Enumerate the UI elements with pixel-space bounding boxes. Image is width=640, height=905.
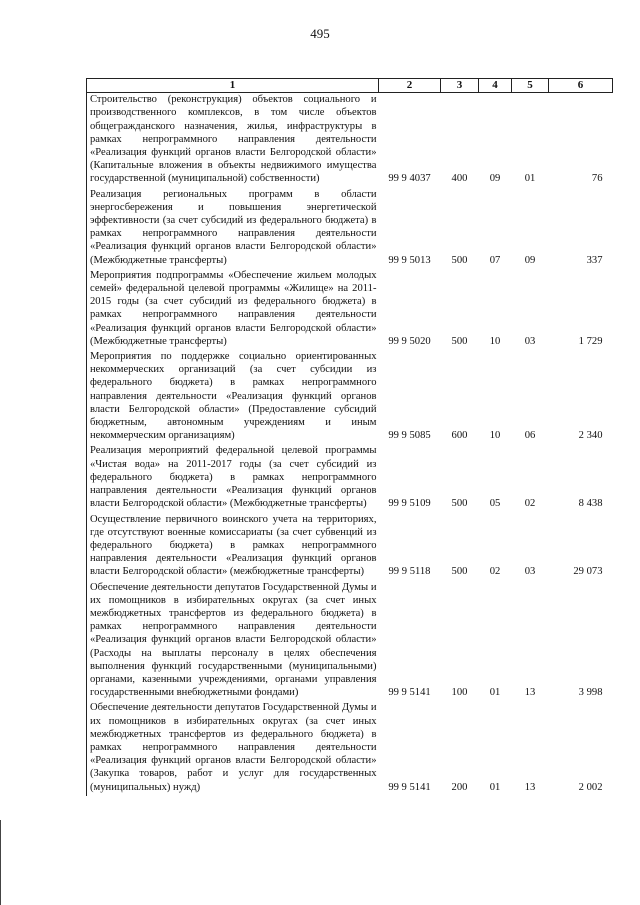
expense-type-code: 500 — [451, 254, 468, 266]
header-col-6: 6 — [549, 79, 613, 93]
table-row — [87, 581, 613, 702]
subsection-code: 06 — [524, 430, 536, 442]
section-code: 01 — [489, 781, 501, 793]
expense-name: Обеспечение деятельности депутатов Государственной Думы и их помощников в избирательных округах (за счет иных межбюджетных трансфертов из федерального бюджета) в рамках непрограммного направления деятельности «Реализация функций органов власти Белгородской области» (Закупка товаров, работ и услуг для государственных (муниципальных) нужд) — [87, 701, 379, 795]
expense-type-code: 600 — [451, 430, 468, 442]
table-row — [87, 188, 613, 269]
target-article-code: 99 9 5013 — [388, 254, 431, 266]
expense-name: Реализация мероприятий федеральной целевой программы «Чистая вода» на 2011-2017 годы (за счет субсидий из федерального бюджета) в рамках непрограммного направления деятельности «Реализация функций органов власти Белгородской области» (Межбюджетные трансферты) — [87, 444, 379, 512]
expense-name: Мероприятия подпрограммы «Обеспечение жильем молодых семей» федеральной целевой программы «Жилище» на 2011-2015 годы (за счет субсидий из федерального бюджета) в рамках непрограммного направления деятельности «Реализация функций органов власти Белгородской области» (Межбюджетные трансферты) — [87, 269, 379, 350]
header-row — [87, 79, 613, 93]
table-row — [87, 269, 613, 350]
section-code: 10 — [489, 335, 501, 347]
amount: 76 — [591, 173, 603, 185]
subsection-code: 01 — [524, 173, 536, 185]
header-col-5: 5 — [512, 79, 549, 93]
subsection-code: 03 — [524, 566, 536, 578]
expense-name: Реализация региональных программ в области энергосбережения и повышения энергетической эффективности (за счет субсидий из федерального бюджета) в рамках непрограммного направления деятельности «Реализация функций органов власти Белгородской области» (Межбюджетные трансферты) — [87, 188, 379, 269]
expense-type-code: 500 — [451, 335, 468, 347]
target-article-code: 99 9 5141 — [388, 781, 431, 793]
expense-type-code: 100 — [451, 687, 468, 699]
section-code: 05 — [489, 498, 501, 510]
subsection-code: 13 — [524, 781, 536, 793]
amount: 29 073 — [573, 566, 603, 578]
expense-type-code: 200 — [451, 781, 468, 793]
budget-table — [86, 78, 613, 796]
section-code: 02 — [489, 566, 501, 578]
amount: 3 998 — [578, 687, 603, 699]
table-body — [87, 93, 613, 796]
header-col-4: 4 — [479, 79, 512, 93]
table-row — [87, 444, 613, 512]
target-article-code: 99 9 5118 — [388, 566, 431, 578]
header-col-1: 1 — [87, 79, 379, 93]
expense-type-code: 400 — [451, 173, 468, 185]
amount: 8 438 — [578, 498, 603, 510]
amount: 337 — [586, 254, 603, 266]
table-row — [87, 701, 613, 795]
target-article-code: 99 9 4037 — [388, 173, 431, 185]
expense-type-code: 500 — [451, 498, 468, 510]
subsection-code: 03 — [524, 335, 536, 347]
header-col-3: 3 — [441, 79, 479, 93]
scan-margin-line — [0, 820, 1, 905]
amount: 1 729 — [578, 335, 603, 347]
section-code: 09 — [489, 173, 501, 185]
target-article-code: 99 9 5109 — [388, 498, 431, 510]
expense-name: Мероприятия по поддержке социально ориентированных некоммерческих организаций (за счет субсидии из федерального бюджета) в рамках непрограммного направления деятельности «Реализация функций органов власти Белгородской области» (Предоставление субсидий бюджетным, автономным учреждениям и иным некоммерческим организациям) — [87, 350, 379, 444]
target-article-code: 99 9 5141 — [388, 687, 431, 699]
table-row — [87, 350, 613, 444]
section-code: 01 — [489, 687, 501, 699]
page-number: 495 — [310, 26, 330, 41]
table-row — [87, 93, 613, 188]
expense-name: Осуществление первичного воинского учета на территориях, где отсутствуют военные комиссариаты (за счет субвенций из федерального бюджета) в рамках непрограммного направления деятельности «Реализация функций органов власти Белгородской области» (межбюджетные трансферты) — [87, 513, 379, 581]
target-article-code: 99 9 5020 — [388, 335, 431, 347]
expense-type-code: 500 — [451, 566, 468, 578]
section-code: 10 — [489, 430, 501, 442]
expense-name: Обеспечение деятельности депутатов Государственной Думы и их помощников в избирательных округах (за счет иных межбюджетных трансфертов из федерального бюджета) в рамках непрограммного направления деятельности «Реализация функций органов власти Белгородской области» (Расходы на выплаты персоналу в целях обеспечения выполнения функций государственными (муниципальными) органами, казенными учреждениями, органами управления государственными внебюджетными фондами) — [87, 581, 379, 702]
target-article-code: 99 9 5085 — [388, 430, 431, 442]
table-row — [87, 513, 613, 581]
amount: 2 002 — [578, 781, 603, 793]
subsection-code: 02 — [524, 498, 536, 510]
subsection-code: 13 — [524, 687, 536, 699]
header-col-2: 2 — [379, 79, 441, 93]
amount: 2 340 — [578, 430, 603, 442]
expense-name: Строительство (реконструкция) объектов социального и производственного комплексов, в том числе объектов общегражданского назначения, жилья, инфраструктуры в рамках непрограммного направления деятельности «Реализация функций органов власти Белгородской области» (Капитальные вложения в объекты недвижимого имущества государственной (муниципальной) собственности) — [87, 93, 379, 188]
subsection-code: 09 — [524, 254, 536, 266]
section-code: 07 — [489, 254, 501, 266]
